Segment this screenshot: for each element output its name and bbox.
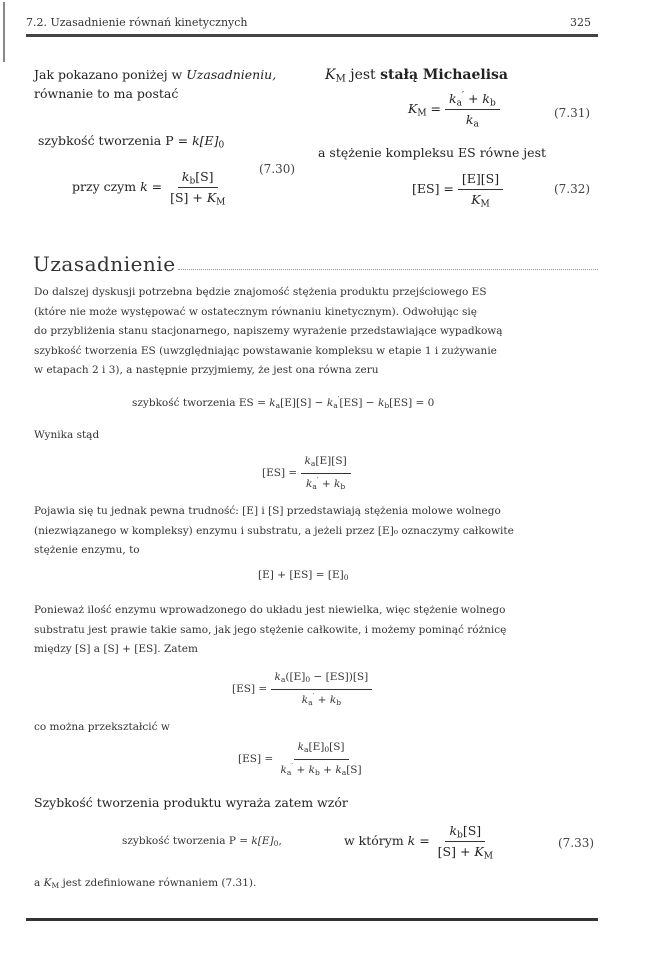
paragraph-2: Pojawia się tu jednak pewna trudność: [E] i [S] przedstawiają stężenia molowe wolnego (niezwiązanego w kompleksy) enzymu i substratu, a jeżeli przez [E]₀ oznaczymy całkowite stężenie enzymu, to xyxy=(34,505,514,556)
total-enzyme-equation: $[E] + [ES] = [E]_0$ xyxy=(258,569,349,582)
header-rule xyxy=(26,34,598,37)
intro-line-1: Jak pokazano poniżej w Uzasadnieniu, xyxy=(34,67,277,82)
wynika-text: Wynika stąd xyxy=(34,429,100,441)
page-number: 325 xyxy=(570,16,591,29)
equation-7-32-tag: (7.32) xyxy=(554,182,591,196)
equation-7-30-tag: (7.30) xyxy=(259,162,296,176)
co-mozna-text: co można przekształcić w xyxy=(34,721,170,733)
es-concentration-text: a stężenie kompleksu ES równe jest xyxy=(318,145,547,160)
equation-7-31: $K_M$ = $\frac{k_a' + k_b}{k_a}$ xyxy=(408,90,500,129)
equation-7-33-k: w którym k = $\frac{k_b[S]}{[S] + K_M}$ xyxy=(344,823,493,862)
paragraph-3: Ponieważ ilość enzymu wprowadzonego do układu jest niewielka, więc stężenie wolnego substratu jest prawie takie samo, jak jego stężenie całkowite, i możemy pominąć różnicę między [S] a [S] + [ES]. Zatem xyxy=(34,604,507,655)
equation-7-33-tag: (7.33) xyxy=(558,836,595,850)
section-rule xyxy=(178,269,598,271)
es-equation-3: [ES] = $\frac{k_a[E]_0[S]}{k_a' + k_b + k_a[S]}$ xyxy=(238,738,366,780)
es-equation-2: [ES] = $\frac{k_a([E]_0 - [ES])[S]}{k_a' + k_b}$ xyxy=(232,668,372,710)
running-header: 7.2. Uzasadnienie równań kinetycznych xyxy=(26,16,248,29)
equation-7-31-tag: (7.31) xyxy=(554,106,591,120)
km-definition-line: $K_M$ jest stałą Michaelisa xyxy=(325,67,508,85)
szybkosc-text: Szybkość tworzenia produktu wyraża zatem wzór xyxy=(34,795,348,810)
intro-line-2: równanie to ma postać xyxy=(34,86,179,101)
es-equation-1: [ES] = $\frac{k_a[E][S]}{k_a' + k_b}$ xyxy=(262,452,351,494)
steady-state-equation: szybkość tworzenia ES = $k_a[E][S] - k_a'[ES] - k_b[ES] = 0$ xyxy=(132,394,435,410)
equation-7-33-rate: szybkość tworzenia $P = k[E]_0$, xyxy=(122,835,282,848)
paragraph-1: Do dalszej dyskusji potrzebna będzie znajomość stężenia produktu przejściowego ES (które nie może występować w ostatecznym równaniu kinetycznym). Odwołując się do przybliżenia stanu stacjonarnego, napiszemy wyrażenie przedstawiające wypadkową szybkość tworzenia ES (uwzględniając powstawanie kompleksu w etapie 1 i zużywanie w etapach 2 i 3), a następnie przyjmiemy, że jest ona równa zeru xyxy=(34,286,503,376)
footer-rule xyxy=(26,918,598,921)
equation-7-30: przy czym k = $\frac{k_b[S]}{[S] + K_M}$ xyxy=(72,169,226,208)
section-title: Uzasadnienie xyxy=(33,252,176,276)
equation-7-32: [ES] = $\frac{[E][S]}{K_M}$ xyxy=(412,170,503,209)
rate-equation: szybkość tworzenia $P = k[E]_0$ xyxy=(38,133,225,151)
page-edge-mark xyxy=(3,2,5,62)
km-reference-line: a $K_M$ jest zdefiniowane równaniem (7.31). xyxy=(34,877,257,890)
